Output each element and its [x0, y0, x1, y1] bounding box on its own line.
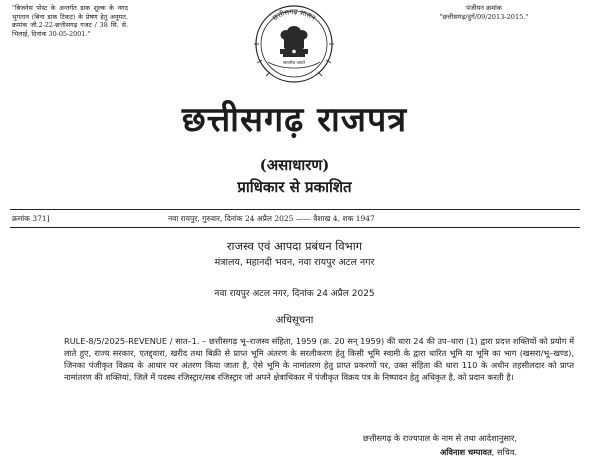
notification-heading: अधिसूचना	[275, 315, 314, 326]
signature-line	[440, 446, 517, 458]
registration-block	[419, 4, 549, 22]
emblem-label: छत्तीसगढ़ शासन	[271, 7, 317, 23]
notification-body: RULE-8/5/2025-REVENUE / सात–1. – छत्तीसगढ़ भू–राजस्व संहिता, 1959 (क्र. 20 सन् 1959) की धारा 24 की उप–धारा (1) द्वारा प्रदत्त शक्तियों को प्रयोग में लाते हुए, राज्य सरकार, एतद्द्वारा, खरीद तथा बिक्री से प्राप्त भूमि अंतरण के सरलीकरण हेतु किसी भूमि स्वामी के द्वारा धारित भूमि या भूमि का भाग (खसरा/भू–खण्ड), जिनका पंजीकृत विक्रय के आधार पर अंतरण किया जाता है, ऐसे भूमि के नामांतरण हेतु प्राप्त प्रकरणों पर, उक्त संहिता की धारा 110 के अधीन तहसीलदार को प्राप्त नामांतरण की शक्तियां, जिले में पदस्थ रजिस्ट्रार/सब रजिस्ट्रार जो अपने क्षेत्राधिकार में पंजीकृत विक्रय पत्र के निष्पादन हेतु अधिकृत है, को प्रदान करती है।	[64, 336, 574, 382]
department-address: मंत्रालय, महानदी भवन, नवा रायपुर अटल नगर	[214, 257, 375, 268]
emblem-icon	[248, 2, 340, 84]
department-name: राजस्व एवं आपदा प्रबंधन विभाग	[226, 239, 363, 253]
state-emblem	[248, 2, 340, 84]
bottom-divider	[10, 227, 580, 228]
order-line: छत्तीसगढ़ के राज्यपाल के नाम से तथा आदेशानुसार,	[363, 433, 517, 443]
issue-date-line: नवा रायपुर, गुरुवार, दिनांक 24 अप्रैल 2025 —— वैशाख 4, शक 1947	[168, 214, 375, 223]
registration-number: "छत्तीसगढ़/दुर्ग/09/2013-2015."	[439, 13, 529, 21]
authority-label: प्राधिकार से प्रकाशित	[237, 178, 352, 196]
registration-label: पंजीयन क्रमांक	[466, 4, 502, 12]
gazette-title: छत्तीसगढ़ राजपत्र	[181, 100, 408, 140]
place-date-line: नवा रायपुर अटल नगर, दिनांक 24 अप्रैल 2025	[214, 289, 375, 299]
emblem-motto: सत्यमेव जयते	[282, 61, 306, 66]
top-divider	[10, 209, 580, 210]
postal-permit-note: "बिजनेस पोस्ट के अन्तर्गत डाक शुल्क के नगद भुगतान (बिना डाक टिकट) के प्रेषण हेतु अनुमत. क्रमांक जी.2-22-छत्तीसगढ़ गजट / 38 सि. से. भिलाई, दिनांक 30-05-2001."	[12, 4, 128, 38]
signatory-title: , सचिव.	[491, 447, 517, 457]
edition-label: (असाधारण)	[259, 156, 330, 174]
signatory-name: अविनाश चम्पावत	[439, 447, 492, 457]
issue-number: क्रमांक 371]	[12, 214, 50, 223]
